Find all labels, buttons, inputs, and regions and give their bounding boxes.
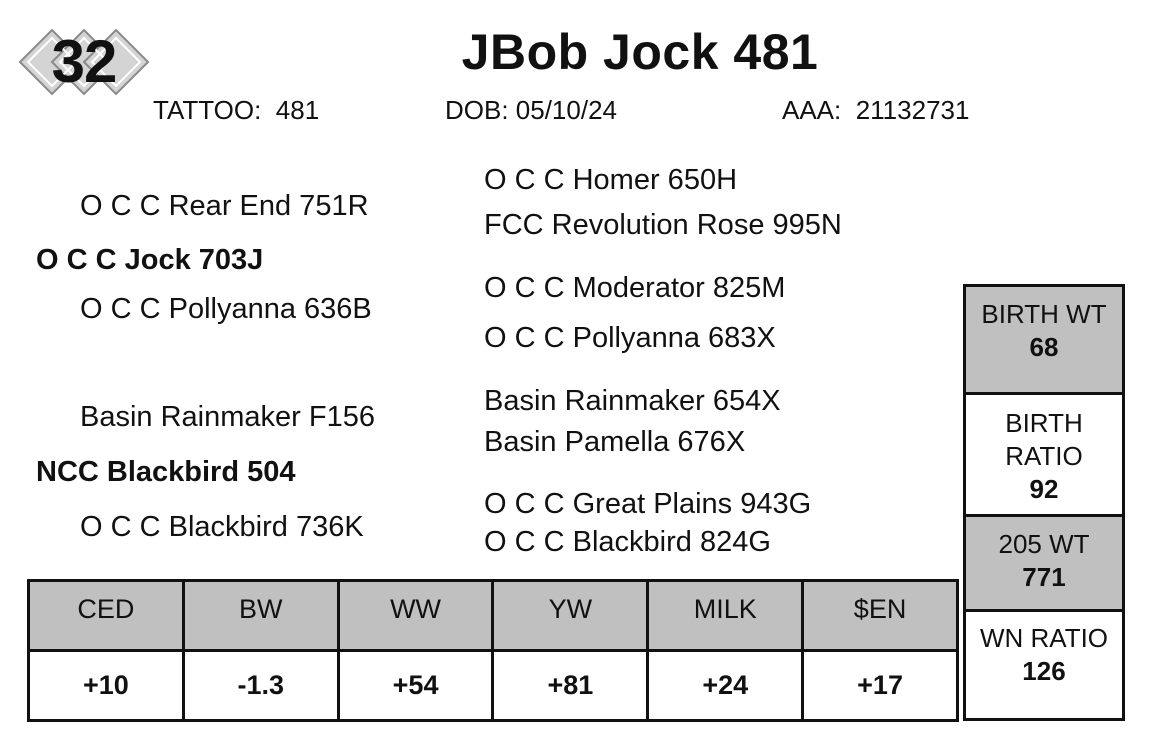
epd-table bbox=[27, 579, 959, 722]
dob-text: DOB: 05/10/24 bbox=[445, 95, 617, 125]
birth-ratio-value: 92 bbox=[1029, 474, 1059, 504]
epd-header-bw: BW bbox=[183, 581, 338, 651]
birth-weight-value: 68 bbox=[1029, 332, 1059, 362]
lot-number: 32 bbox=[51, 28, 117, 95]
dam-sire-dam: Basin Pamella 676X bbox=[484, 426, 746, 458]
epd-header-ced: CED bbox=[29, 581, 184, 651]
dam-dam-sire: O C C Great Plains 943G bbox=[484, 488, 812, 520]
epd-value-en: +17 bbox=[803, 651, 958, 721]
birth-ratio-cell bbox=[966, 395, 1122, 517]
birth-weight-label: BIRTH WT bbox=[981, 299, 1107, 329]
weaning-weight-value: 771 bbox=[1022, 562, 1066, 592]
sire-dam-sire: O C C Moderator 825M bbox=[484, 272, 786, 304]
weaning-ratio-label: WN RATIO bbox=[979, 623, 1109, 653]
weaning-ratio-cell bbox=[966, 612, 1122, 718]
dam-sire-sire: Basin Rainmaker 654X bbox=[484, 385, 781, 417]
dam-dam: O C C Blackbird 736K bbox=[80, 511, 364, 543]
weaning-weight-label: 205 WT bbox=[998, 529, 1090, 559]
tattoo-text: TATTOO: 481 bbox=[153, 95, 320, 125]
sire-dam: O C C Pollyanna 636B bbox=[80, 293, 372, 325]
epd-value-milk: +24 bbox=[648, 651, 803, 721]
lot-badge bbox=[14, 12, 154, 112]
epd-header-ww: WW bbox=[338, 581, 493, 651]
birth-ratio-label: BIRTH RATIO bbox=[1005, 408, 1083, 471]
animal-name: JBob Jock 481 bbox=[461, 24, 819, 80]
sire-sire-sire: O C C Homer 650H bbox=[484, 164, 738, 196]
birth-weight-cell bbox=[966, 287, 1122, 395]
weaning-weight-cell bbox=[966, 517, 1122, 612]
epd-value-ced: +10 bbox=[29, 651, 184, 721]
epd-header-yw: YW bbox=[493, 581, 648, 651]
dam-name: NCC Blackbird 504 bbox=[36, 456, 296, 488]
dam-dam-dam: O C C Blackbird 824G bbox=[484, 526, 771, 558]
weaning-ratio-value: 126 bbox=[1022, 656, 1066, 686]
epd-value-row bbox=[29, 651, 958, 721]
sire-sire-dam: FCC Revolution Rose 995N bbox=[484, 209, 842, 241]
epd-header-en: $EN bbox=[803, 581, 958, 651]
aaa-registration: AAA: 21132731 bbox=[782, 95, 970, 125]
epd-value-yw: +81 bbox=[493, 651, 648, 721]
epd-value-bw: -1.3 bbox=[183, 651, 338, 721]
sire-sire: O C C Rear End 751R bbox=[80, 190, 369, 222]
sire-name: O C C Jock 703J bbox=[36, 244, 264, 276]
epd-header-milk: MILK bbox=[648, 581, 803, 651]
performance-panel bbox=[963, 284, 1125, 721]
epd-value-ww: +54 bbox=[338, 651, 493, 721]
epd-header-row bbox=[29, 581, 958, 651]
dam-sire: Basin Rainmaker F156 bbox=[80, 401, 375, 433]
sire-dam-dam: O C C Pollyanna 683X bbox=[484, 322, 776, 354]
